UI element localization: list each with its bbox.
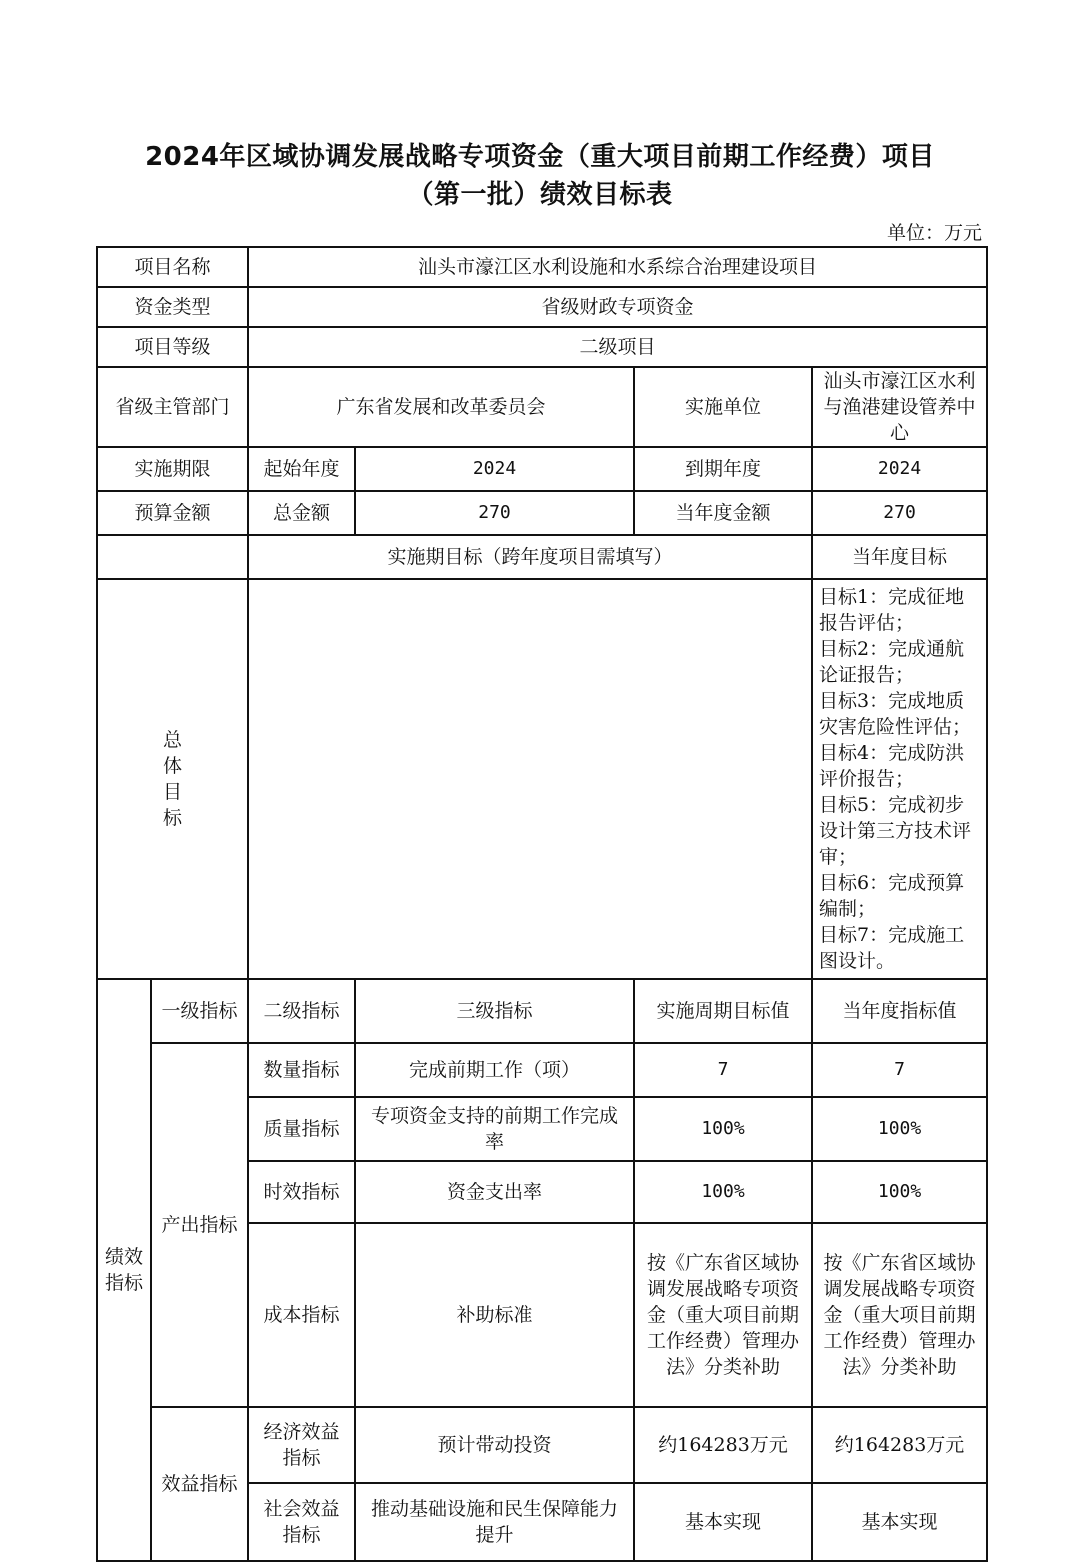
fund-type-value: 省级财政专项资金: [248, 287, 987, 327]
overall-goal-label: 总 体 目 标: [97, 579, 248, 979]
title-line-2: （第一批）绩效目标表: [407, 180, 673, 210]
level3-cell: 专项资金支持的前期工作完成率: [355, 1097, 634, 1161]
period-target-cell: 100%: [634, 1161, 812, 1223]
row-overall-goals: [97, 579, 987, 979]
level3-cell: 资金支出率: [355, 1161, 634, 1223]
total-amount-value: 270: [355, 491, 634, 535]
table-row: [97, 1043, 987, 1097]
period-target-cell: 约164283万元: [634, 1407, 812, 1483]
level3-header: 三级指标: [355, 979, 634, 1043]
level3-cell: 推动基础设施和民生保障能力提升: [355, 1483, 634, 1561]
benefit-indicator-label: 效益指标: [151, 1407, 248, 1561]
level2-cell: 时效指标: [248, 1161, 355, 1223]
year-target-cell: 基本实现: [812, 1483, 987, 1561]
end-year-value: 2024: [812, 447, 987, 491]
project-level-label: 项目等级: [97, 327, 248, 367]
year-goal-item: 目标4：完成防洪评价报告；: [819, 742, 965, 790]
department-value: 广东省发展和改革委员会: [248, 367, 634, 447]
period-goal-text: [248, 579, 812, 979]
period-label: 实施期限: [97, 447, 248, 491]
start-year-value: 2024: [355, 447, 634, 491]
level3-cell: 预计带动投资: [355, 1407, 634, 1483]
project-name-label: 项目名称: [97, 247, 248, 287]
level2-header: 二级指标: [248, 979, 355, 1043]
period-target-cell: 100%: [634, 1097, 812, 1161]
performance-indicator-label: 绩效 指标: [97, 979, 151, 1561]
row-fund-type: [97, 287, 987, 327]
level2-cell: 质量指标: [248, 1097, 355, 1161]
project-level-value: 二级项目: [248, 327, 987, 367]
level3-cell: 完成前期工作（项）: [355, 1043, 634, 1097]
period-target-header: 实施周期目标值: [634, 979, 812, 1043]
level2-cell: 数量指标: [248, 1043, 355, 1097]
level2-cell: 成本指标: [248, 1223, 355, 1407]
year-amount-value: 270: [812, 491, 987, 535]
year-target-cell: 按《广东省区域协调发展战略专项资金（重大项目前期工作经费）管理办法》分类补助: [812, 1223, 987, 1407]
year-target-header: 当年度指标值: [812, 979, 987, 1043]
year-target-cell: 约164283万元: [812, 1407, 987, 1483]
total-amount-label: 总金额: [248, 491, 355, 535]
level3-cell: 补助标准: [355, 1223, 634, 1407]
year-goals-list: [812, 579, 987, 979]
year-goal-item: 目标5：完成初步设计第三方技术评审；: [819, 794, 972, 868]
budget-label: 预算金额: [97, 491, 248, 535]
level2-cell: 社会效益指标: [248, 1483, 355, 1561]
level1-header: 一级指标: [151, 979, 248, 1043]
output-indicator-label: 产出指标: [151, 1043, 248, 1407]
year-goal-item: 目标1：完成征地报告评估；: [819, 586, 965, 634]
implementing-unit-value: 汕头市濠江区水利与渔港建设管养中心: [812, 367, 987, 447]
year-target-cell: 100%: [812, 1097, 987, 1161]
period-goal-header: 实施期目标（跨年度项目需填写）: [248, 535, 812, 579]
row-period: [97, 447, 987, 491]
year-goal-item: 目标6：完成预算编制；: [819, 872, 965, 920]
project-name-value: 汕头市濠江区水利设施和水系综合治理建设项目: [248, 247, 987, 287]
department-label: 省级主管部门: [97, 367, 248, 447]
row-project-level: [97, 327, 987, 367]
year-target-cell: 100%: [812, 1161, 987, 1223]
year-goal-header: 当年度目标: [812, 535, 987, 579]
period-target-cell: 7: [634, 1043, 812, 1097]
start-year-label: 起始年度: [248, 447, 355, 491]
unit-label: 单位：万元: [886, 222, 982, 244]
row-budget: [97, 491, 987, 535]
implementing-unit-label: 实施单位: [634, 367, 812, 447]
fund-type-label: 资金类型: [97, 287, 248, 327]
period-target-cell: 基本实现: [634, 1483, 812, 1561]
title-line-1: 2024年区域协调发展战略专项资金（重大项目前期工作经费）项目: [145, 142, 935, 172]
year-amount-label: 当年度金额: [634, 491, 812, 535]
level2-cell: 经济效益指标: [248, 1407, 355, 1483]
row-department: [97, 367, 987, 447]
page-title: [60, 138, 1020, 214]
table-row: [97, 1407, 987, 1483]
goal-header-blank: [97, 535, 248, 579]
row-indicator-headers: [97, 979, 987, 1043]
year-goal-item: 目标3：完成地质灾害危险性评估；: [819, 690, 972, 738]
row-project-name: [97, 247, 987, 287]
period-target-cell: 按《广东省区域协调发展战略专项资金（重大项目前期工作经费）管理办法》分类补助: [634, 1223, 812, 1407]
year-goal-item: 目标2：完成通航论证报告；: [819, 638, 965, 686]
performance-target-table: [96, 246, 988, 1562]
year-goal-item: 目标7：完成施工图设计。: [819, 924, 965, 972]
row-goal-headers: [97, 535, 987, 579]
end-year-label: 到期年度: [634, 447, 812, 491]
year-target-cell: 7: [812, 1043, 987, 1097]
